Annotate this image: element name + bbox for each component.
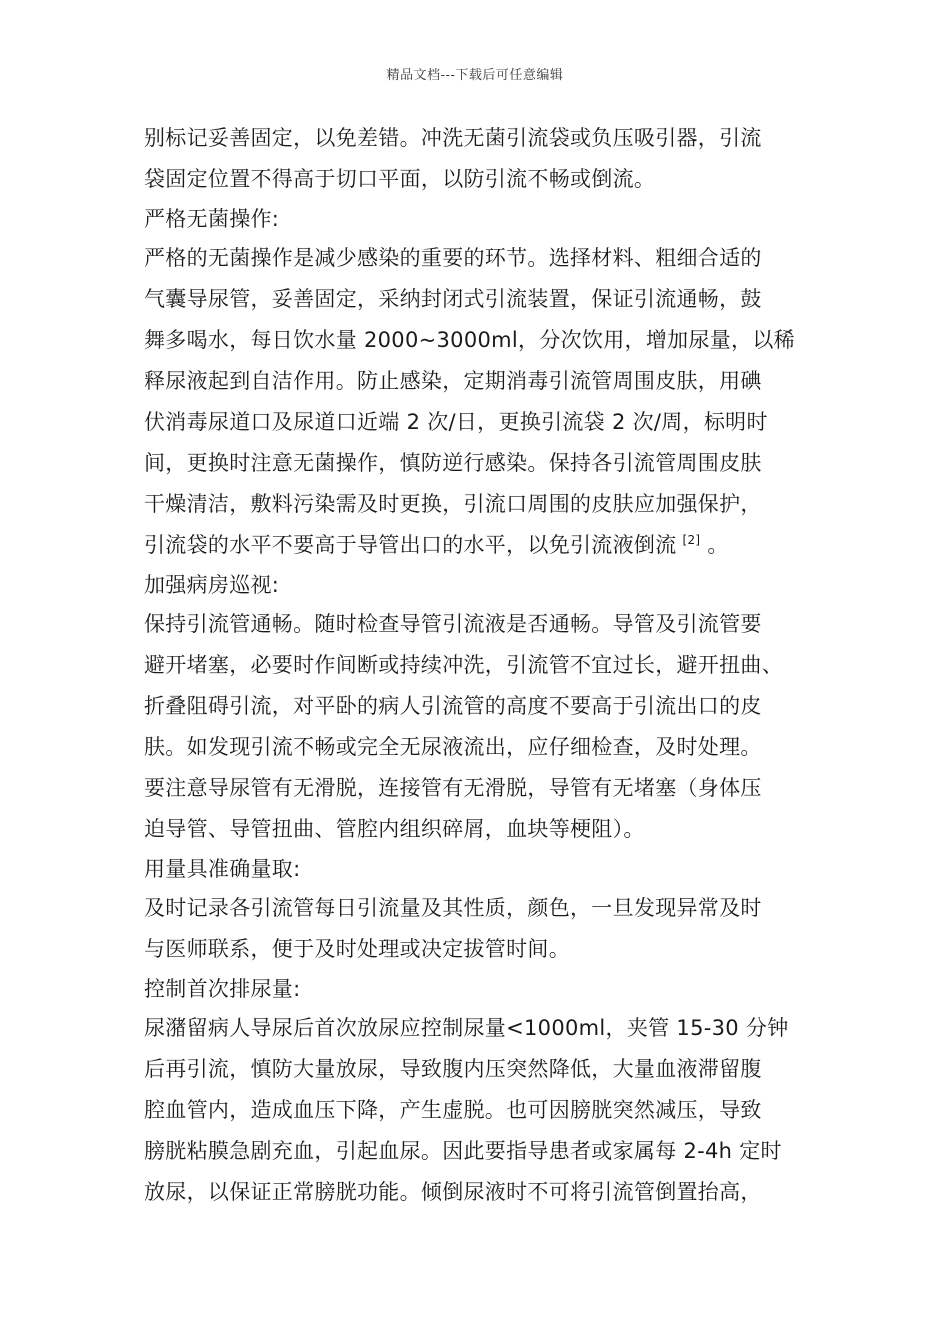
text-line: 舞多喝水，每日饮水量 2000~3000ml，分次饮用，增加尿量，以稀 (144, 328, 795, 352)
document-body (144, 118, 816, 1213)
text-line: 肤。如发现引流不畅或完全无尿液流出，应仔细检查，及时处理。 (144, 735, 762, 759)
text-line: 释尿液起到自洁作用。防止感染，定期消毒引流管周围皮肤，用碘 (144, 369, 762, 393)
text-line: 要注意导尿管有无滑脱，连接管有无滑脱，导管有无堵塞（身体压 (144, 776, 762, 800)
text-line: 迫导管、导管扭曲、管腔内组织碎屑，血块等梗阻）。 (144, 817, 645, 841)
text-line: 伏消毒尿道口及尿道口近端 2 次/日，更换引流袋 2 次/周，标明时 (144, 410, 768, 434)
text-segment: 。 (700, 533, 729, 557)
text-line: 折叠阻碍引流，对平卧的病人引流管的高度不要高于引流出口的皮 (144, 694, 762, 718)
text-line: 膀胱粘膜急剧充血，引起血尿。因此要指导患者或家属每 2-4h 定时 (144, 1139, 782, 1163)
text-line: 放尿，以保证正常膀胱功能。倾倒尿液时不可将引流管倒置抬高， (144, 1180, 762, 1204)
text-line: 及时记录各引流管每日引流量及其性质，颜色，一旦发现异常及时 (144, 896, 762, 920)
citation-ref: [2] (682, 533, 701, 547)
text-line: 袋固定位置不得高于切口平面，以防引流不畅或倒流。 (144, 167, 656, 191)
text-line: 别标记妥善固定，以免差错。冲洗无菌引流袋或负压吸引器，引流 (144, 126, 762, 150)
text-segment: 引流袋的水平不要高于导管出口的水平，以免引流液倒流 (144, 533, 677, 557)
text-line: 腔血管内，造成血压下降，产生虚脱。也可因膀胱突然减压，导致 (144, 1098, 762, 1122)
text-line: 干燥清洁，敷料污染需及时更换，引流口周围的皮肤应加强保护， (144, 492, 762, 516)
section-heading: 严格无菌操作: (144, 207, 280, 231)
text-line: 避开堵塞，必要时作间断或持续冲洗，引流管不宜过长，避开扭曲、 (144, 653, 783, 677)
text-line: 尿潴留病人导尿后首次放尿应控制尿量<1000ml，夹管 15-30 分钟 (144, 1016, 789, 1040)
section-heading: 加强病房巡视: (144, 573, 280, 597)
section-heading: 用量具准确量取: (144, 857, 301, 881)
text-line (144, 525, 816, 566)
text-line: 保持引流管通畅。随时检查导管引流液是否通畅。导管及引流管要 (144, 612, 762, 636)
section-heading: 控制首次排尿量: (144, 977, 301, 1001)
text-line: 后再引流，慎防大量放尿，导致腹内压突然降低，大量血液滞留腹 (144, 1057, 762, 1081)
text-line: 间，更换时注意无菌操作，慎防逆行感染。保持各引流管周围皮肤 (144, 451, 762, 475)
text-line: 严格的无菌操作是减少感染的重要的环节。选择材料、粗细合适的 (144, 246, 762, 270)
page-header: 精品文档---下载后可任意编辑 (386, 68, 564, 83)
text-line: 与医师联系，便于及时处理或决定拔管时间。 (144, 937, 570, 961)
text-line: 气囊导尿管，妥善固定，采纳封闭式引流装置，保证引流通畅，鼓 (144, 287, 762, 311)
